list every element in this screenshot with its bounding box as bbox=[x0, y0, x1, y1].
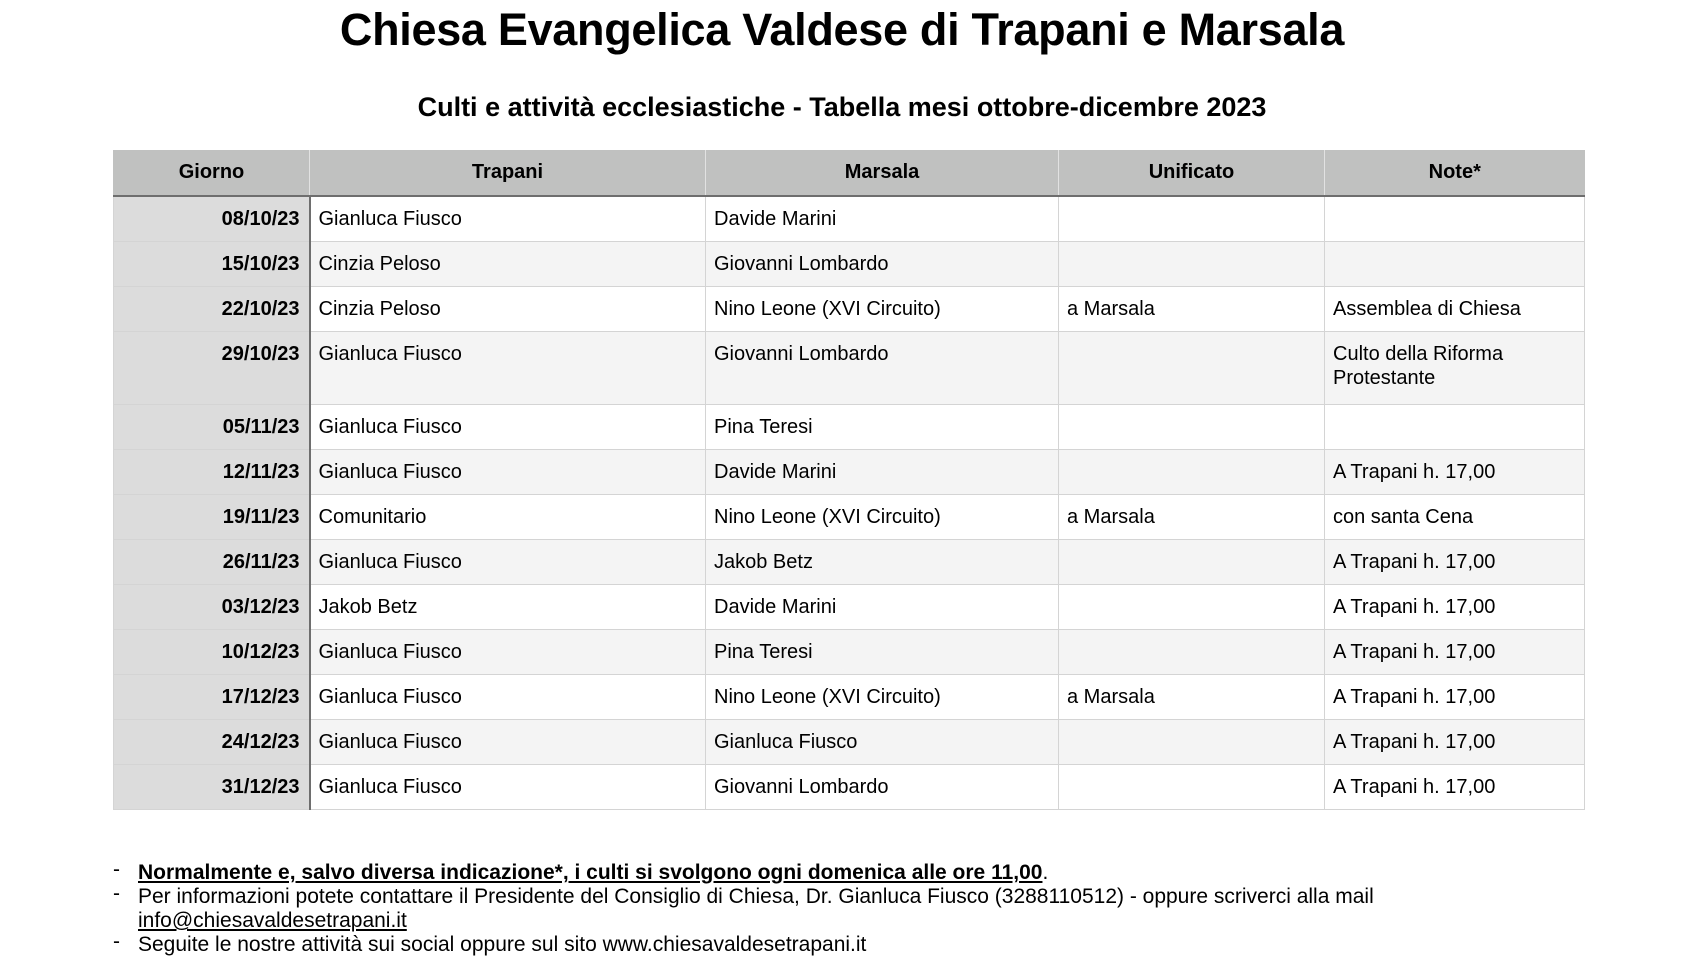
cell-trapani: Gianluca Fiusco bbox=[310, 630, 706, 675]
cell-note: A Trapani h. 17,00 bbox=[1325, 630, 1585, 675]
table-row bbox=[114, 630, 1585, 675]
table-row bbox=[114, 540, 1585, 585]
cell-note: A Trapani h. 17,00 bbox=[1325, 450, 1585, 495]
cell-giorno: 26/11/23 bbox=[114, 540, 310, 585]
bullet-dash: - bbox=[113, 882, 120, 905]
note-hours-period: . bbox=[1042, 861, 1049, 884]
table-row bbox=[114, 495, 1585, 540]
table-row bbox=[114, 450, 1585, 495]
schedule-table bbox=[113, 150, 1585, 810]
document-subtitle: Culti e attività ecclesiastiche - Tabella mesi ottobre-dicembre 2023 bbox=[417, 92, 1267, 122]
cell-trapani: Gianluca Fiusco bbox=[310, 765, 706, 810]
cell-marsala: Davide Marini bbox=[706, 450, 1059, 495]
cell-marsala: Jakob Betz bbox=[706, 540, 1059, 585]
table-row bbox=[114, 720, 1585, 765]
cell-unificato bbox=[1059, 332, 1325, 405]
cell-note: A Trapani h. 17,00 bbox=[1325, 540, 1585, 585]
cell-note: Assemblea di Chiesa bbox=[1325, 287, 1585, 332]
cell-marsala: Pina Teresi bbox=[706, 630, 1059, 675]
cell-note bbox=[1325, 196, 1585, 242]
note-contact-text: Per informazioni potete contattare il Presidente del Consiglio di Chiesa, Dr. Gianluca Fiusco (3288110512) - oppure scriverci alla mail bbox=[138, 885, 1374, 908]
cell-unificato bbox=[1059, 242, 1325, 287]
cell-marsala: Gianluca Fiusco bbox=[706, 720, 1059, 765]
cell-trapani: Gianluca Fiusco bbox=[310, 332, 706, 405]
cell-unificato: a Marsala bbox=[1059, 287, 1325, 332]
cell-giorno: 10/12/23 bbox=[114, 630, 310, 675]
note-hours-text: Normalmente e, salvo diversa indicazione*, i culti si svolgono ogni domenica alle ore 11,00 bbox=[138, 861, 1043, 884]
cell-giorno: 12/11/23 bbox=[114, 450, 310, 495]
cell-note: A Trapani h. 17,00 bbox=[1325, 675, 1585, 720]
cell-note bbox=[1325, 242, 1585, 287]
cell-marsala: Davide Marini bbox=[706, 585, 1059, 630]
bullet-dash: - bbox=[113, 858, 120, 881]
note-social-text: Seguite le nostre attività sui social oppure sul sito www.chiesavaldesetrapani.it bbox=[138, 933, 867, 956]
cell-unificato bbox=[1059, 450, 1325, 495]
cell-unificato bbox=[1059, 405, 1325, 450]
cell-giorno: 22/10/23 bbox=[114, 287, 310, 332]
header-giorno: Giorno bbox=[114, 150, 310, 196]
cell-marsala: Giovanni Lombardo bbox=[706, 332, 1059, 405]
cell-trapani: Gianluca Fiusco bbox=[310, 540, 706, 585]
cell-giorno: 24/12/23 bbox=[114, 720, 310, 765]
cell-giorno: 19/11/23 bbox=[114, 495, 310, 540]
cell-note: Culto della Riforma Protestante bbox=[1325, 332, 1585, 405]
cell-trapani: Gianluca Fiusco bbox=[310, 675, 706, 720]
bullet-dash: - bbox=[113, 930, 120, 953]
cell-giorno: 08/10/23 bbox=[114, 196, 310, 242]
cell-unificato bbox=[1059, 196, 1325, 242]
cell-note: A Trapani h. 17,00 bbox=[1325, 585, 1585, 630]
cell-marsala: Giovanni Lombardo bbox=[706, 765, 1059, 810]
cell-giorno: 17/12/23 bbox=[114, 675, 310, 720]
cell-unificato bbox=[1059, 765, 1325, 810]
table-header-row bbox=[114, 150, 1585, 196]
table-row bbox=[114, 196, 1585, 242]
cell-note: A Trapani h. 17,00 bbox=[1325, 720, 1585, 765]
cell-marsala: Nino Leone (XVI Circuito) bbox=[706, 495, 1059, 540]
cell-note bbox=[1325, 405, 1585, 450]
header-trapani: Trapani bbox=[310, 150, 706, 196]
table-row bbox=[114, 585, 1585, 630]
cell-unificato: a Marsala bbox=[1059, 675, 1325, 720]
note-line-social bbox=[113, 930, 1563, 957]
table-row bbox=[114, 675, 1585, 720]
cell-unificato: a Marsala bbox=[1059, 495, 1325, 540]
cell-marsala: Nino Leone (XVI Circuito) bbox=[706, 287, 1059, 332]
cell-unificato bbox=[1059, 720, 1325, 765]
cell-giorno: 05/11/23 bbox=[114, 405, 310, 450]
contact-email-link[interactable]: info@chiesavaldesetrapani.it bbox=[138, 909, 407, 932]
cell-trapani: Comunitario bbox=[310, 495, 706, 540]
header-note: Note* bbox=[1325, 150, 1585, 196]
cell-giorno: 31/12/23 bbox=[114, 765, 310, 810]
cell-marsala: Giovanni Lombardo bbox=[706, 242, 1059, 287]
cell-trapani: Cinzia Peloso bbox=[310, 287, 706, 332]
cell-giorno: 29/10/23 bbox=[114, 332, 310, 405]
table-row bbox=[114, 287, 1585, 332]
note-line-hours bbox=[113, 858, 1563, 885]
cell-unificato bbox=[1059, 630, 1325, 675]
cell-note: con santa Cena bbox=[1325, 495, 1585, 540]
table-row bbox=[114, 242, 1585, 287]
document-title: Chiesa Evangelica Valdese di Trapani e Marsala bbox=[339, 4, 1345, 55]
cell-unificato bbox=[1059, 585, 1325, 630]
table-row bbox=[114, 405, 1585, 450]
cell-note: A Trapani h. 17,00 bbox=[1325, 765, 1585, 810]
header-marsala: Marsala bbox=[706, 150, 1059, 196]
cell-marsala: Pina Teresi bbox=[706, 405, 1059, 450]
cell-marsala: Davide Marini bbox=[706, 196, 1059, 242]
cell-unificato bbox=[1059, 540, 1325, 585]
cell-giorno: 03/12/23 bbox=[114, 585, 310, 630]
table-row bbox=[114, 332, 1585, 405]
cell-trapani: Gianluca Fiusco bbox=[310, 450, 706, 495]
cell-trapani: Gianluca Fiusco bbox=[310, 405, 706, 450]
cell-giorno: 15/10/23 bbox=[114, 242, 310, 287]
cell-trapani: Gianluca Fiusco bbox=[310, 720, 706, 765]
note-line-contact bbox=[113, 882, 1563, 933]
cell-marsala: Nino Leone (XVI Circuito) bbox=[706, 675, 1059, 720]
header-unificato: Unificato bbox=[1059, 150, 1325, 196]
table-row bbox=[114, 765, 1585, 810]
cell-trapani: Cinzia Peloso bbox=[310, 242, 706, 287]
footer-notes bbox=[113, 858, 1563, 957]
cell-trapani: Gianluca Fiusco bbox=[310, 196, 706, 242]
cell-trapani: Jakob Betz bbox=[310, 585, 706, 630]
